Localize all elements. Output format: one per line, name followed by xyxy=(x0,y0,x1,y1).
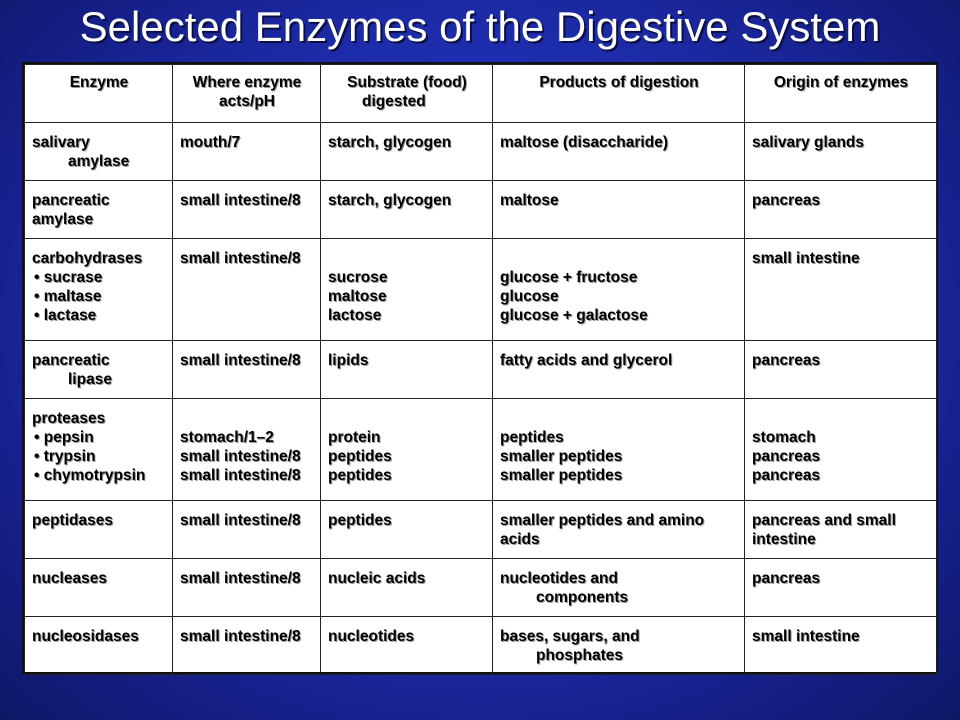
cell-line: small intestine xyxy=(752,250,860,267)
cell-line: pancreas xyxy=(752,448,821,465)
header-line: Origin of enzymes xyxy=(773,74,909,91)
cell-line: proteases xyxy=(32,410,106,427)
cell-products xyxy=(493,501,745,559)
cell-enzyme xyxy=(25,399,173,501)
cell-line: glucose xyxy=(500,288,559,305)
cell-line: peptides xyxy=(500,429,564,446)
cell-line: fatty acids and glycerol xyxy=(500,352,673,369)
cell-substrate xyxy=(321,341,493,399)
cell-line: lactose xyxy=(328,307,382,324)
cell-origin xyxy=(745,617,937,675)
cell-products xyxy=(493,123,745,181)
cell-line: sucrose xyxy=(328,269,388,286)
enzyme-table xyxy=(24,64,937,675)
cell-line: pancreas and small xyxy=(752,512,896,529)
cell-line: starch, glycogen xyxy=(328,192,452,209)
cell-line: nucleases xyxy=(32,570,107,587)
cell-line: acids xyxy=(500,531,540,548)
enzyme-table-container xyxy=(22,62,938,674)
cell-line: small intestine/8 xyxy=(180,448,301,465)
cell-line: • maltase xyxy=(32,287,166,306)
cell-enzyme xyxy=(25,123,173,181)
cell-origin xyxy=(745,341,937,399)
cell-line: peptidases xyxy=(32,512,113,529)
cell-where xyxy=(173,123,321,181)
table-row xyxy=(25,617,937,675)
cell-enzyme xyxy=(25,617,173,675)
cell-line: smaller peptides xyxy=(500,467,623,484)
cell-line: pancreas xyxy=(752,352,821,369)
cell-where xyxy=(173,501,321,559)
cell-origin xyxy=(745,123,937,181)
cell-line: small intestine/8 xyxy=(180,512,301,529)
cell-line: • sucrase xyxy=(32,268,166,287)
cell-line: amylase xyxy=(32,211,94,228)
cell-origin xyxy=(745,239,937,341)
cell-line: maltose xyxy=(328,288,387,305)
header-products xyxy=(493,65,745,123)
cell-line: maltose (disaccharide) xyxy=(500,134,668,151)
cell-where xyxy=(173,559,321,617)
cell-line: amylase xyxy=(68,153,130,170)
header-line: digested xyxy=(362,93,426,110)
cell-line: nucleotides xyxy=(328,628,415,645)
cell-line: • lactase xyxy=(32,306,166,325)
cell-products xyxy=(493,239,745,341)
table-row xyxy=(25,123,937,181)
cell-products xyxy=(493,181,745,239)
cell-line: nucleic acids xyxy=(328,570,426,587)
cell-origin xyxy=(745,501,937,559)
cell-line: salivary xyxy=(32,134,90,151)
cell-where xyxy=(173,341,321,399)
table-row xyxy=(25,341,937,399)
header-enzyme xyxy=(25,65,173,123)
cell-line: peptides xyxy=(328,448,392,465)
cell-origin xyxy=(745,559,937,617)
cell-substrate xyxy=(321,559,493,617)
cell-line: stomach xyxy=(752,429,816,446)
cell-where xyxy=(173,181,321,239)
cell-origin xyxy=(745,399,937,501)
cell-line: peptides xyxy=(328,467,392,484)
cell-line: bases, sugars, and xyxy=(500,628,640,645)
cell-substrate xyxy=(321,399,493,501)
cell-line: salivary glands xyxy=(752,134,865,151)
cell-line: maltose xyxy=(500,192,559,209)
cell-line: • pepsin xyxy=(32,428,166,447)
table-row xyxy=(25,501,937,559)
cell-line: • trypsin xyxy=(32,447,166,466)
cell-substrate xyxy=(321,239,493,341)
cell-enzyme xyxy=(25,239,173,341)
cell-line: lipase xyxy=(68,371,112,388)
cell-enzyme xyxy=(25,559,173,617)
cell-line: lipids xyxy=(328,352,369,369)
slide-title: Selected Enzymes of the Digestive System xyxy=(79,3,881,50)
cell-enzyme xyxy=(25,341,173,399)
cell-line: mouth/7 xyxy=(180,134,241,151)
cell-line: small intestine/8 xyxy=(180,628,301,645)
cell-line: pancreas xyxy=(752,570,821,587)
cell-line: small intestine/8 xyxy=(180,192,301,209)
header-line: Substrate (food) xyxy=(347,74,467,91)
cell-line: small intestine/8 xyxy=(180,570,301,587)
cell-products xyxy=(493,399,745,501)
cell-line: protein xyxy=(328,429,381,446)
table-header-row xyxy=(25,65,937,123)
cell-products xyxy=(493,341,745,399)
cell-line: small intestine xyxy=(752,628,860,645)
cell-line: pancreas xyxy=(752,467,821,484)
cell-line: smaller peptides and amino xyxy=(500,512,705,529)
cell-line: smaller peptides xyxy=(500,448,623,465)
cell-line: pancreas xyxy=(752,192,821,209)
header-origin xyxy=(745,65,937,123)
cell-enzyme xyxy=(25,181,173,239)
cell-substrate xyxy=(321,501,493,559)
header-line: Enzyme xyxy=(69,74,129,91)
cell-line: small intestine/8 xyxy=(180,250,301,267)
table-row xyxy=(25,399,937,501)
cell-substrate xyxy=(321,123,493,181)
cell-line: nucleosidases xyxy=(32,628,139,645)
cell-line: components xyxy=(536,589,629,606)
header-line: Where enzyme xyxy=(192,74,302,91)
header-where xyxy=(173,65,321,123)
table-row xyxy=(25,239,937,341)
cell-line: glucose + fructose xyxy=(500,269,638,286)
cell-line: small intestine/8 xyxy=(180,467,301,484)
cell-line: intestine xyxy=(752,531,816,548)
cell-line: pancreatic xyxy=(32,352,110,369)
cell-substrate xyxy=(321,181,493,239)
cell-enzyme xyxy=(25,501,173,559)
cell-products xyxy=(493,559,745,617)
cell-line: small intestine/8 xyxy=(180,352,301,369)
header-line: acts/pH xyxy=(219,93,275,110)
cell-line: stomach/1–2 xyxy=(180,429,274,446)
cell-origin xyxy=(745,181,937,239)
cell-line: starch, glycogen xyxy=(328,134,452,151)
cell-line: glucose + galactose xyxy=(500,307,648,324)
cell-where xyxy=(173,399,321,501)
cell-line: phosphates xyxy=(536,647,623,664)
cell-line: pancreatic xyxy=(32,192,110,209)
cell-line: • chymotrypsin xyxy=(32,466,166,485)
cell-line: peptides xyxy=(328,512,392,529)
header-line: Products of digestion xyxy=(539,74,699,91)
cell-products xyxy=(493,617,745,675)
cell-where xyxy=(173,617,321,675)
cell-substrate xyxy=(321,617,493,675)
table-row xyxy=(25,181,937,239)
cell-where xyxy=(173,239,321,341)
cell-line: nucleotides and xyxy=(500,570,618,587)
table-row xyxy=(25,559,937,617)
cell-line: carbohydrases xyxy=(32,250,143,267)
header-substrate xyxy=(321,65,493,123)
